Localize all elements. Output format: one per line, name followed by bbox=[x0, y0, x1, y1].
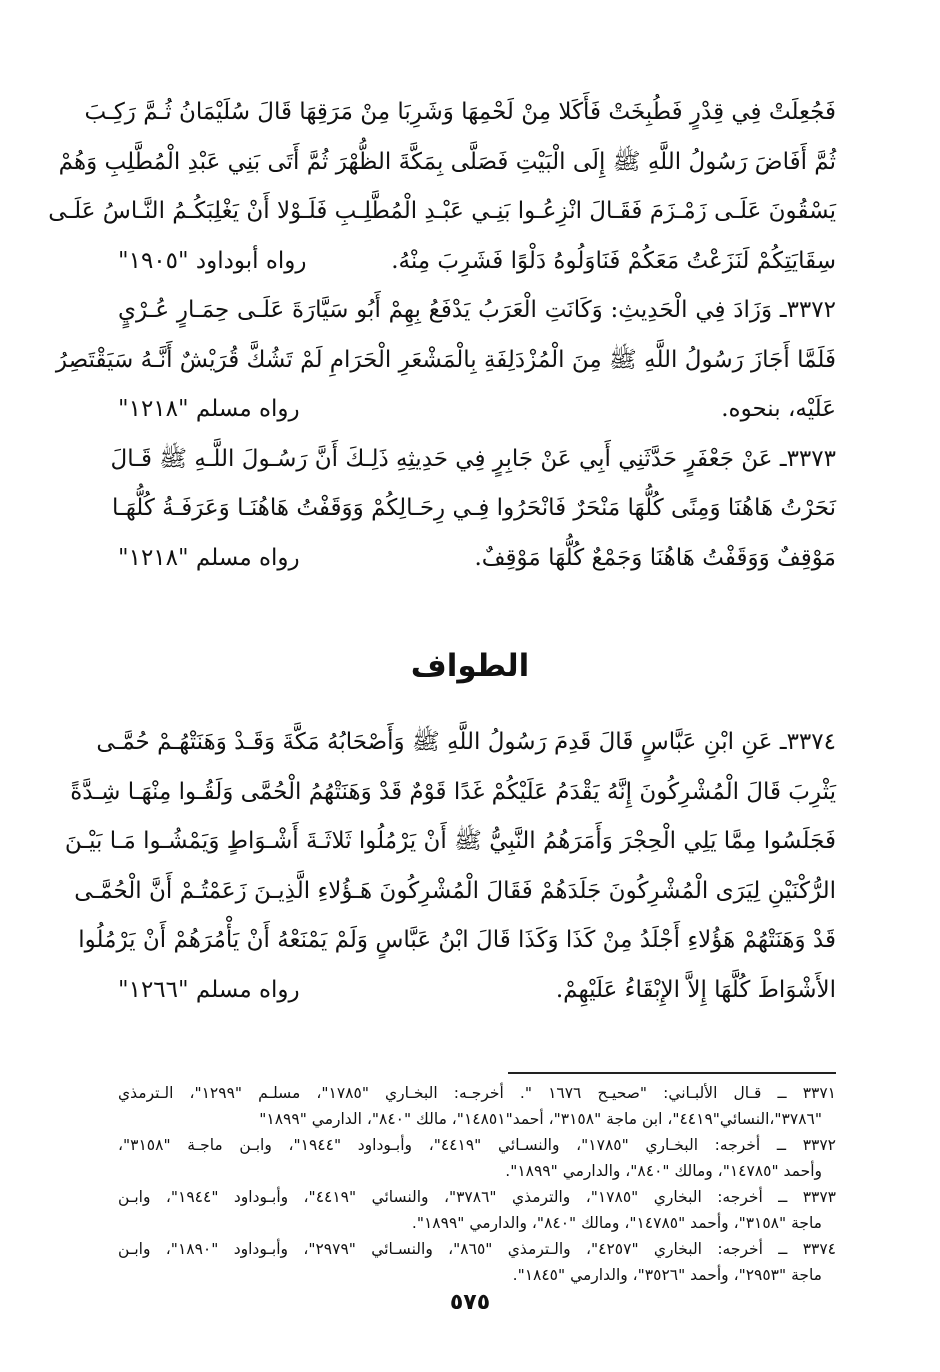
hadith-3374-line: يَثْرِبَ قَالَ الْمُشْرِكُونَ إِنَّهُ يَقْدَمُ عَلَيْكُمْ غَدًا قَوْمٌ قَدْ وَهَنَتْهُمُ الْحُمَّى وَلَقُـوا مِنْهَـا شِـدَّةً bbox=[70, 778, 836, 805]
hadith-3373-line: نَحَرْتُ هَاهُنَا وَمِنًى كُلُّهَا مَنْحَرٌ فَانْحَرُوا فِـي رِحَـالِكُمْ وَوَقَفْتُ هَاهُنَـا وَعَرَفَـةُ كُلُّهَـا bbox=[111, 495, 836, 521]
hadith-3373-last-line bbox=[118, 534, 836, 584]
section-1-text bbox=[48, 88, 836, 583]
hadith-source: رواه مسلم "١٢٦٦" bbox=[118, 976, 300, 1003]
hadith-3374-line: قَدْ وَهَنَتْهُمْ هَؤُلاءِ أَجْلَدُ مِنْ كَذَا وَكَذَا قَالَ ابْنُ عَبَّاسٍ وَلَمْ يَمْنَعْهُ أَنْ يَأْمُرَهُمْ أَنْ يَرْمُلُوا bbox=[78, 927, 836, 953]
footnote-line: ٣٣٧٣ ــ أخرجه: البخاري "١٧٨٥"، والترمذي "٣٧٨٦"، والنسائي "٤٤١٩"، وأبـوداود "١٩٤٤"، وابـن bbox=[118, 1188, 837, 1206]
hadith-3373-line: ٣٣٧٣ـ عَنْ جَعْفَرٍ حَدَّثَنِي أَبِي عَنْ جَابِرٍ فِي حَدِيثِهِ ذَلِـكَ أَنَّ رَسُـولَ اللَّـهِ ﷺ قَـالَ bbox=[110, 445, 836, 472]
text-line-end: عَلَيْه، بنحوه. bbox=[721, 396, 836, 422]
text-line-end: سِقَايَتِكُمْ لَنَزَعْتُ مَعَكُمْ فَنَاوَلُوهُ دَلْوًا فَشَرِبَ مِنْهُ. bbox=[391, 247, 836, 274]
text-line-with-source bbox=[118, 237, 836, 287]
footnote-line: وأحمد "١٤٧٨٥"، ومالك "٨٤٠"، والدارمي "١٨٩٩". bbox=[505, 1162, 822, 1180]
hadith-3372-line: فَلَمَّا أَجَازَ رَسُولُ اللَّهِ ﷺ مِنَ الْمُزْدَلِفَةِ بِالْمَشْعَرِ الْحَرَامِ لَمْ تَشُكَّ قُرَيْشٌ أَنَّـهُ سَيَقْتَصِرُ bbox=[55, 346, 836, 373]
text-line: يَسْقُونَ عَلَـى زَمْـزَمَ فَقَـالَ انْزِعُـوا بَنِـي عَبْـدِ الْمُطَّلِـبِ فَلَـوْلا أَنْ يَغْلِبَكُـمُ النَّـاسُ عَلَـى bbox=[48, 198, 836, 224]
hadith-source: رواه مسلم "١٢١٨" bbox=[118, 396, 300, 422]
page-number: ٥٧٥ bbox=[449, 1290, 491, 1315]
footnote-divider bbox=[508, 1072, 836, 1074]
footnote-line: ٣٣٧٢ ــ أخرجه: البخـاري "١٧٨٥"، والنسـائي "٤٤١٩"، وأبـوداود "١٩٤٤"، وابـن ماجـة "٣١٥٨"، bbox=[118, 1136, 836, 1154]
hadith-3374-line: ٣٣٧٤ـ عَنِ ابْنِ عَبَّاسٍ قَالَ قَدِمَ رَسُولُ اللَّهِ ﷺ وَأَصْحَابُهُ مَكَّةَ وَقَـدْ وَهَنَتْهُـمْ حُمَّـى bbox=[96, 729, 836, 755]
hadith-3372-last-line bbox=[118, 385, 836, 435]
hadith-source: رواه أبوداود "١٩٠٥" bbox=[118, 247, 307, 274]
footnote-line: "٣٧٨٦"،النسائي"٤٤١٩"، ابن ماجة "٣١٥٨"، أحمد"١٤٨٥١"، مالك "٨٤٠"، الدارمي "١٨٩٩" bbox=[259, 1110, 822, 1128]
footnote-line: ٣٣٧٤ ــ أخرجه: البخاري "٤٢٥٧"، والـترمذي "٨٦٥"، والنسـائي "٢٩٧٩"، وأبـوداود "١٨٩٠"، وابـن bbox=[118, 1240, 836, 1258]
footnotes bbox=[118, 1080, 836, 1288]
hadith-source: رواه مسلم "١٢١٨" bbox=[118, 544, 300, 571]
footnote-line: ماجة "٢٩٥٣"، وأحمد "٣٥٢٦"، والدارمي "١٨٤٥". bbox=[512, 1266, 822, 1284]
text-line-end: الأَشْوَاطَ كُلَّهَا إِلاَّ الإِبْقَاءُ عَلَيْهِمْ. bbox=[555, 976, 836, 1003]
section-2-text bbox=[64, 718, 836, 1015]
hadith-3374-last-line bbox=[118, 966, 836, 1016]
footnote-line: ٣٣٧١ ــ قـال الألبـاني: "صحيـح ١٦٧٦ ". أخرجـه: البخـاري "١٧٨٥"، مسلـم "١٢٩٩"، الـترمذي bbox=[118, 1084, 836, 1102]
text-line: ثُمَّ أَفَاضَ رَسُولُ اللَّهِ ﷺ إِلَى الْبَيْتِ فَصَلَّى بِمَكَّةَ الظُّهْرَ ثُمَّ أَتَى بَنِي عَبْدِ الْمُطَّلِبِ وَهُمْ bbox=[58, 148, 836, 175]
hadith-3374-line: فَجَلَسُوا مِمَّا يَلِي الْحِجْرَ وَأَمَرَهُمُ النَّبِيُّ ﷺ أَنْ يَرْمُلُوا ثَلاثَـةَ أَشْـوَاطٍ وَيَمْشُـوا مَـا بَيْـنَ bbox=[64, 828, 836, 854]
footnote-line: ماجة "٣١٥٨"، وأحمد "١٤٧٨٥"، ومالك "٨٤٠"، والدارمي "١٨٩٩". bbox=[411, 1214, 822, 1232]
section-heading: الطواف bbox=[410, 648, 530, 684]
hadith-3372-line: ٣٣٧٢ـ وَزَادَ فِي الْحَدِيثِ: وَكَانَتِ الْعَرَبُ يَدْفَعُ بِهِمْ أَبُو سَيَّارَةَ عَلَـى حِمَـارٍ عُـرْيٍ bbox=[118, 297, 836, 323]
text-line-end: مَوْقِفٌ وَوَقَفْتُ هَاهُنَا وَجَمْعٌ كُلُّهَا مَوْقِفٌ. bbox=[474, 544, 836, 571]
hadith-3374-line: الرُّكْنَيْنِ لِيَرَى الْمُشْرِكُونَ جَلَدَهُمْ فَقَالَ الْمُشْرِكُونَ هَـؤُلاءِ الَّذِيـنَ زَعَمْتُـمْ أَنَّ الْحُمَّـى bbox=[74, 877, 836, 904]
text-line: فَجُعِلَتْ فِي قِدْرٍ فَطُبِخَتْ فَأَكَلا مِنْ لَحْمِهَا وَشَرِبَا مِنْ مَرَقِهَا قَالَ سُلَيْمَانُ ثُـمَّ رَكِـبَ bbox=[84, 99, 836, 125]
